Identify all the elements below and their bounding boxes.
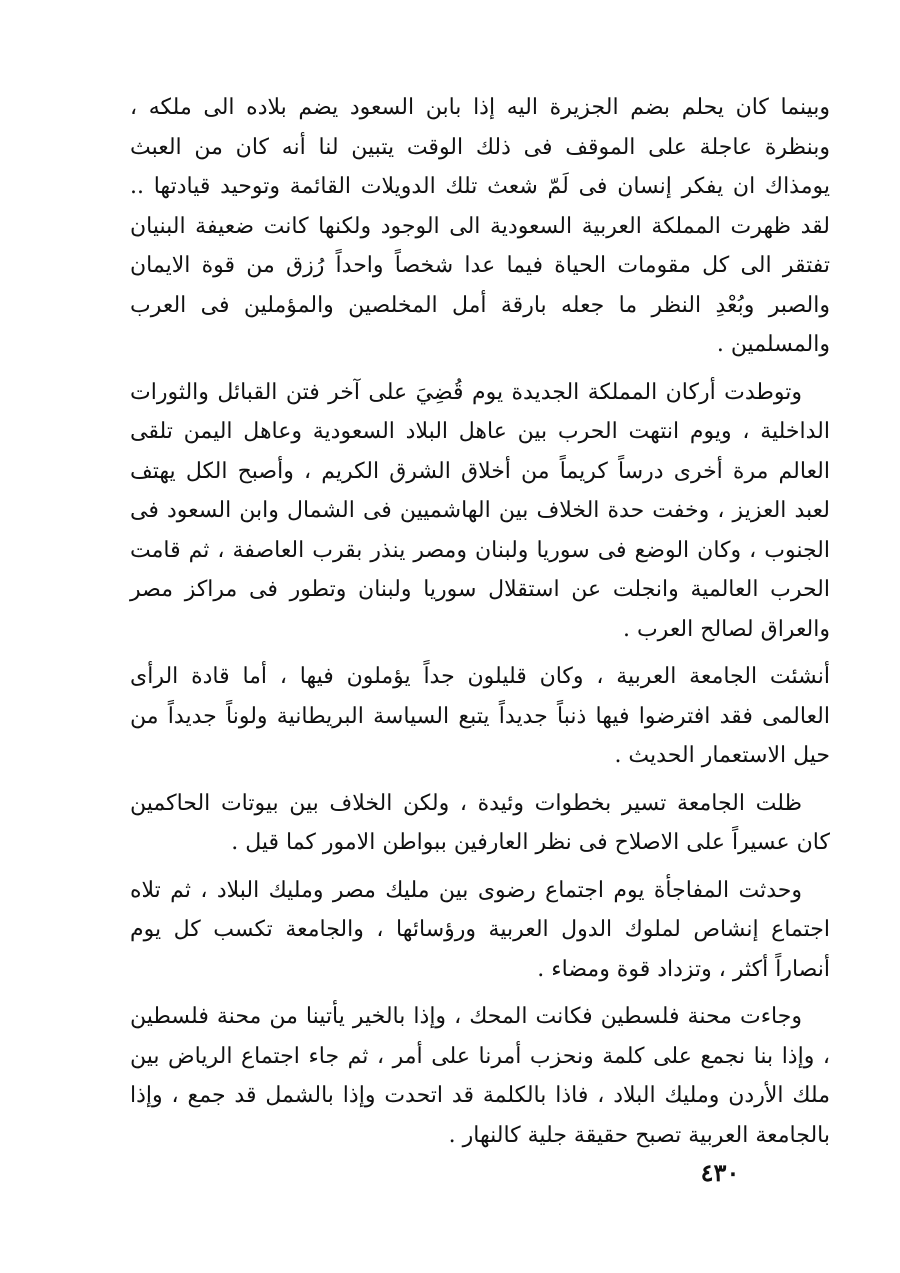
paragraph-5: وحدثت المفاجأة يوم اجتماع رضوى بين مليك مصر ومليك البلاد ، ثم تلاه اجتماع إنشاص لملوك الدول العربية ورؤسائها ، والجامعة تكسب كل يوم أنصاراً أكثر ، وتزداد قوة ومضاء . (130, 877, 830, 982)
paragraph-2: وتوطدت أركان المملكة الجديدة يوم قُضِيَ على آخر فتن القبائل والثورات الداخلية ، ويوم انتهت الحرب بين عاهل البلاد السعودية وعاهل اليمن تلقى العالم مرة أخرى درساً كريماً من أخلاق الشرق الكريم ، وأصبح الكل يهتف لعبد العزيز ، وخفت حدة الخلاف بين الهاشميين فى الشمال وابن السعود فى الجنوب ، وكان الوضع فى سوريا ولبنان ومصر ينذر بقرب العاصفة ، ثم قامت الحرب العالمية وانجلت عن استقلال سوريا ولبنان وتطور فى مراكز مصر والعراق لصالح العرب . (130, 379, 830, 642)
paragraph-6: وجاءت محنة فلسطين فكانت المحك ، وإذا بالخير يأتينا من محنة فلسطين ، وإذا بنا نجمع على كلمة ونحزب أمرنا على أمر ، ثم جاء اجتماع الرياض بين ملك الأردن ومليك البلاد ، فاذا بالكلمة قد اتحدت وإذا بالشمل قد جمع ، وإذا بالجامعة العربية تصبح حقيقة جلية كالنهار . (130, 1004, 830, 1148)
paragraph-gap (130, 365, 830, 373)
page-number: ٤٣٠ (700, 1158, 740, 1187)
paragraph-4: ظلت الجامعة تسير بخطوات وئيدة ، ولكن الخلاف بين بيوتات الحاكمين كان عسيراً على الاصلاح فى نظر العارفين ببواطن الامور كما قيل . (130, 790, 830, 855)
paragraph-1: وبينما كان يحلم بضم الجزيرة اليه إذا بابن السعود يضم بلاده الى ملكه ، وبنظرة عاجلة على الموقف فى ذلك الوقت يتبين لنا أنه كان من العبث يومذاك ان يفكر إنسان فى لَمّ شعث تلك الدويلات القائمة وتوحيد قيادتها .. لقد ظهرت المملكة العربية السعودية الى الوجود ولكنها كانت ضعيفة البنيان تفتقر الى كل مقومات الحياة فيما عدا شخصاً واحداً رُزق من قوة الايمان والصبر وبُعْدِ النظر ما جعله بارقة أمل المخلصين والمؤملين فى العرب والمسلمين . (130, 95, 830, 357)
paragraph-gap (130, 776, 830, 784)
body-text (130, 88, 830, 1155)
paragraph-3: أنشئت الجامعة العربية ، وكان قليلون جداً يؤملون فيها ، أما قادة الرأى العالمى فقد افترضوا فيها ذنباً جديداً يتبع السياسة البريطانية ولوناً جديداً من حيل الاستعمار الحديث . (130, 664, 830, 768)
paragraph-gap (130, 989, 830, 997)
paragraph-gap (130, 649, 830, 657)
paragraph-gap (130, 863, 830, 871)
